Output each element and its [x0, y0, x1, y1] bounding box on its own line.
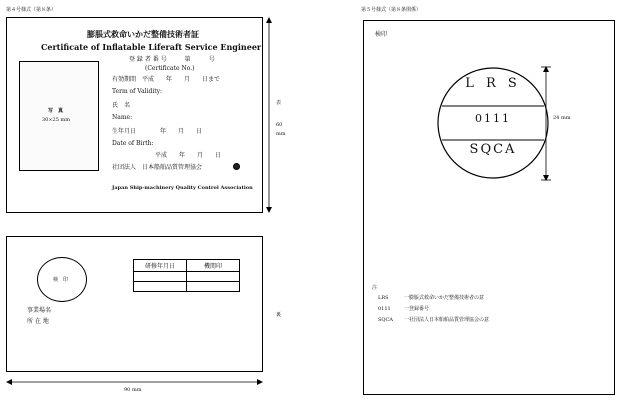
name-en: Name:: [112, 114, 133, 121]
note-text: 一膨脹式救命いかだ整備技術者の意: [404, 295, 485, 301]
name-jp: 氏 名: [112, 102, 131, 109]
height-value: 60: [276, 122, 283, 128]
address-label: 所 在 地: [27, 318, 49, 325]
notes-head: 注: [372, 285, 378, 291]
certificate-back: [6, 236, 263, 372]
diameter-label: 24 mm: [553, 115, 571, 121]
diameter-dimension-arrow: [541, 66, 551, 181]
note-text: 一社団法人日本船舶品質管理協会の意: [404, 317, 490, 323]
height-dimension-arrow: [263, 17, 275, 213]
table-cell: [187, 272, 240, 282]
table-cell: [134, 272, 187, 282]
height-unit: mm: [276, 131, 286, 137]
note-key: LRS: [378, 295, 389, 301]
issue-date: 平成 年 月 日: [155, 152, 222, 159]
certificate-front: [6, 17, 263, 213]
issuer-seal-icon: [233, 163, 240, 170]
back-stamp-label: 検 印: [53, 277, 69, 283]
note-text: 一登録番号: [404, 306, 430, 312]
training-date-header: 研修年月日: [134, 260, 187, 272]
seal-bottom-text: SQCA: [469, 142, 517, 157]
form5-stamp-label: 検印: [375, 31, 388, 38]
reg-no-en: (Certificate No.): [145, 65, 195, 72]
form4-heading: 第４号様式（第８条）: [6, 7, 57, 13]
width-dimension-arrow: [6, 378, 263, 386]
issuer-en: Japan Ship-machinery Quality Control Association: [112, 185, 253, 191]
table-cell: [134, 282, 187, 292]
form5-heading: 第５号様式（第８条関係）: [361, 7, 422, 13]
form5-page: [363, 20, 615, 395]
validity-jp: 有効期間 平成 年 月 日まで: [112, 76, 221, 83]
certificate-title-en: Certificate of Inflatable Liferaft Service Engineer: [41, 42, 262, 52]
seal-top-text: L R S: [465, 76, 521, 91]
dob-jp: 生年月日 年 月 日: [112, 128, 203, 135]
training-record-table: [133, 259, 240, 292]
office-label: 事業場名: [27, 307, 52, 314]
agency-seal-header: 機関印: [187, 260, 240, 272]
reg-no-label: 登 録 者 番 号 第 号: [129, 56, 215, 63]
photo-placeholder: [19, 61, 99, 171]
certificate-title-jp: 膨脹式救命いかだ整備技術者証: [87, 29, 199, 39]
photo-label: 写 真: [48, 108, 64, 114]
table-cell: [187, 282, 240, 292]
photo-size: 30×25 mm: [42, 117, 70, 123]
note-key: 0111: [378, 306, 391, 312]
width-label: 90 mm: [124, 387, 142, 393]
dob-en: Date of Birth:: [112, 140, 154, 147]
seal-number: 0111: [475, 112, 511, 125]
validity-en: Term of Validity:: [112, 88, 163, 95]
note-key: SQCA: [378, 317, 393, 323]
front-label: 表: [276, 100, 282, 106]
back-stamp-circle: [37, 257, 87, 302]
back-label: 裏: [276, 312, 282, 318]
issuer-jp: 社団法人 日本船舶品質管理協会: [112, 164, 203, 171]
